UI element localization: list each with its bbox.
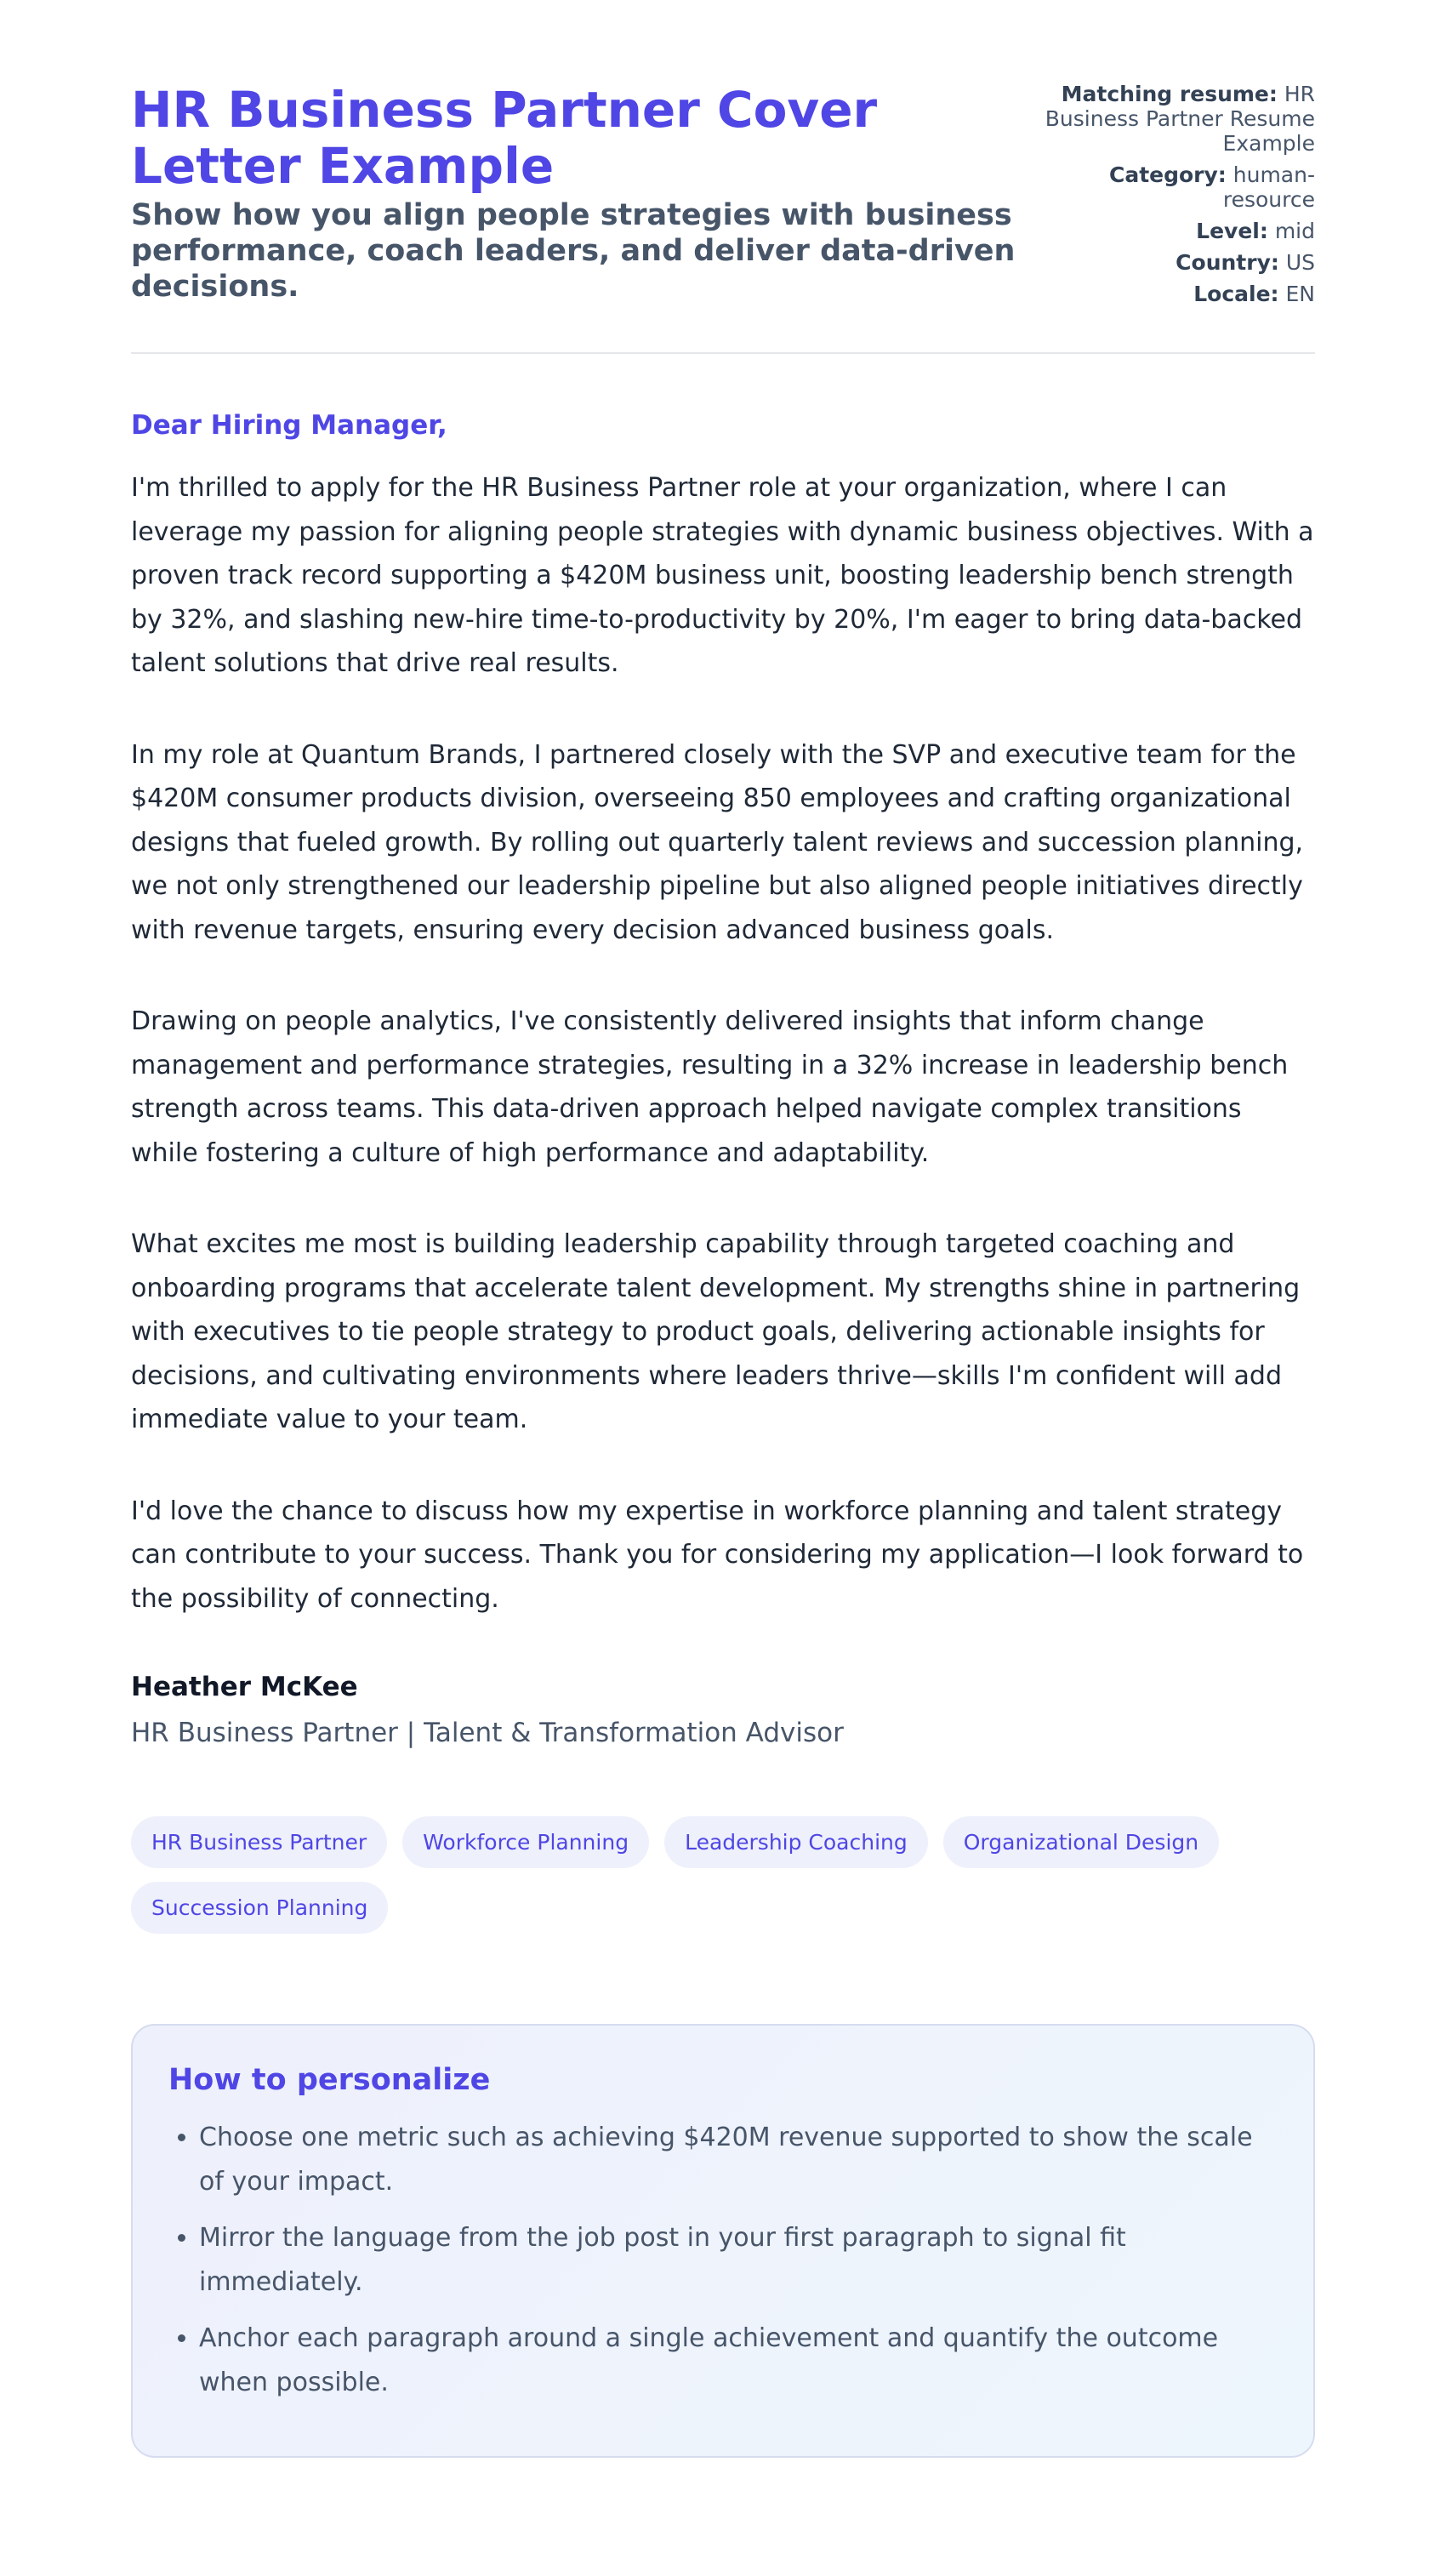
page-header — [131, 82, 1315, 354]
meta-country — [1034, 250, 1315, 275]
letter-paragraph: Drawing on people analytics, I've consistently delivered insights that inform change management and performance strategies, resulting in a 32% increase in leadership bench strength across teams. This data-driven approach helped navigate complex transitions while fostering a culture of high performance and adaptability. — [131, 1006, 1289, 1168]
meta-matching-resume — [1034, 82, 1315, 156]
tips-title: How to personalize — [168, 2063, 491, 2097]
meta-value: HR Business Partner Resume Example — [1045, 82, 1315, 156]
skill-tag[interactable]: Organizational Design — [943, 1816, 1219, 1868]
letter-paragraph: I'd love the chance to discuss how my expertise in workforce planning and talent strategy can contribute to your success. Thank you for considering my application—I look forward to the possibility of connecting. — [131, 1496, 1304, 1614]
skill-tag[interactable]: Succession Planning — [131, 1882, 388, 1934]
tip-item: • Choose one metric such as achieving $420M revenue supported to show the scale of your impact. — [199, 2116, 1278, 2204]
meta-label: Country: — [1176, 250, 1279, 275]
letter-greeting: Dear Hiring Manager, — [131, 410, 447, 441]
meta-category — [1034, 162, 1315, 212]
tip-item: • Anchor each paragraph around a single achievement and quantify the outcome when possible. — [199, 2317, 1278, 2405]
letter-paragraph: I'm thrilled to apply for the HR Business Partner role at your organization, where I can leverage my passion for aligning people strategies with dynamic business objectives. With a proven track record supporting a $420M business unit, boosting leadership bench strength by 32%, and slashing new-hire time-to-productivity by 20%, I'm eager to bring data-backed talent solutions that drive real results. — [131, 473, 1314, 678]
tips-list — [168, 2116, 1278, 2405]
skill-tag[interactable]: Workforce Planning — [402, 1816, 649, 1868]
skill-tag[interactable]: HR Business Partner — [131, 1816, 387, 1868]
meta-value: US — [1285, 250, 1315, 275]
letter-paragraph: What excites me most is building leadership capability through targeted coaching and onboarding programs that accelerate talent development. My strengths shine in partnering with executives to tie people strategy to product goals, delivering actionable insights for decisions, and cultivating environments where leaders thrive—skills I'm confident will add immediate value to your team. — [131, 1229, 1301, 1434]
meta-label: Level: — [1196, 219, 1268, 243]
meta-level — [1034, 219, 1315, 243]
meta-value: human-resource — [1222, 162, 1315, 212]
personalize-tips-card — [131, 2024, 1315, 2458]
signature-role: HR Business Partner | Talent & Transformation Advisor — [131, 1718, 844, 1748]
page-subtitle: Show how you align people strategies with business performance, coach leaders, and deliver data-driven decisions. — [131, 198, 1016, 304]
meta-label: Category: — [1108, 162, 1227, 187]
page-title: HR Business Partner Cover Letter Example — [131, 81, 878, 195]
letter-body — [131, 410, 1315, 1748]
signature-name: Heather McKee — [131, 1672, 358, 1702]
letter-paragraph: In my role at Quantum Brands, I partnered closely with the SVP and executive team for the $420M consumer products division, overseeing 850 employees and crafting organizational designs that fueled growth. By rolling out quarterly talent reviews and succession planning, we not only strengthened our leadership pipeline but also aligned people initiatives directly with revenue targets, ensuring every decision advanced business goals. — [131, 739, 1304, 945]
letter-paragraphs — [131, 466, 1315, 1621]
title-block — [131, 82, 1016, 305]
meta-value: mid — [1274, 219, 1315, 243]
metadata-panel — [1034, 82, 1315, 313]
meta-label: Matching resume: — [1061, 82, 1278, 106]
skill-tag[interactable]: Leadership Coaching — [664, 1816, 928, 1868]
meta-value: EN — [1285, 282, 1315, 306]
meta-locale — [1034, 282, 1315, 306]
skill-tags — [131, 1816, 1237, 1934]
meta-label: Locale: — [1193, 282, 1279, 306]
tip-item: • Mirror the language from the job post in your first paragraph to signal fit immediately. — [199, 2216, 1278, 2305]
signature-block — [131, 1672, 1315, 1748]
